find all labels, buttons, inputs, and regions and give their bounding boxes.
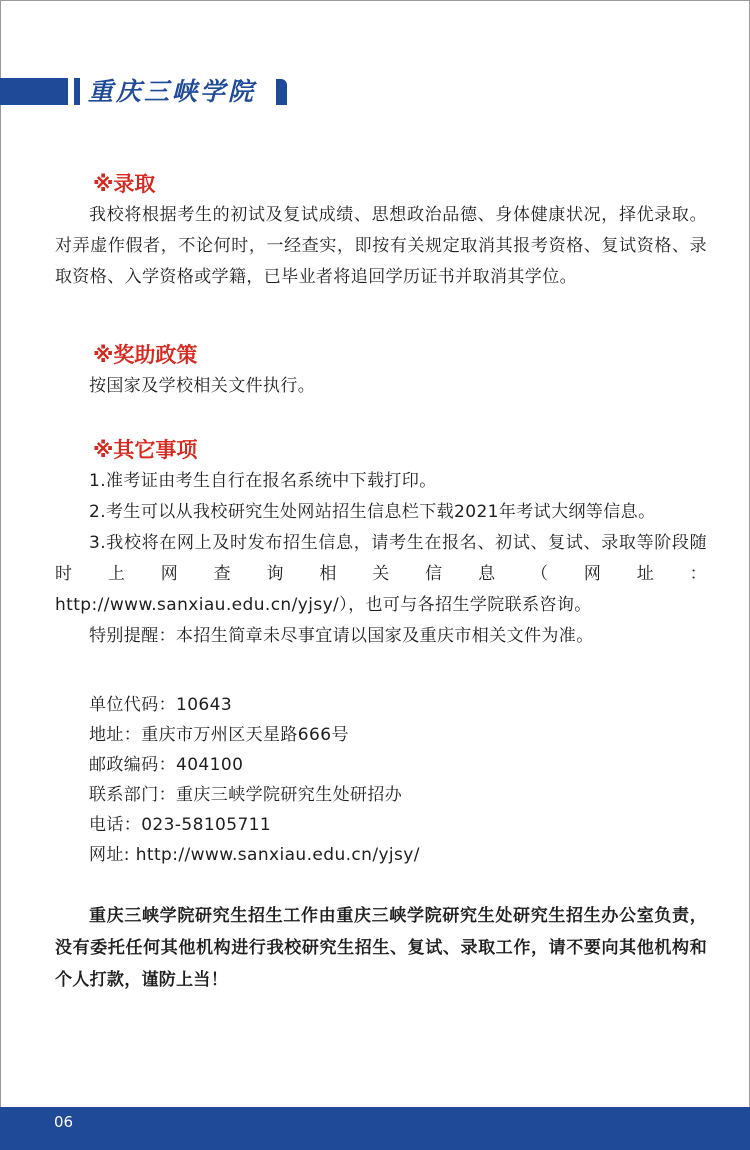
other-item-3: 3.我校将在网上及时发布招生信息，请考生在报名、初试、复试、录取等阶段随时上网查询相关信息（网址： <box>55 533 707 584</box>
contact-code: 单位代码：10643 <box>89 695 233 715</box>
other-item-2: 2.考生可以从我校研究生处网站招生信息栏下载2021年考试大纲等信息。 <box>89 502 656 522</box>
header-logo-cap <box>276 79 287 105</box>
contact-website[interactable]: 网址: http://www.sanxiau.edu.cn/yjsy/ <box>89 845 420 865</box>
other-item-1: 1.准考证由考生自行在报名系统中下载打印。 <box>89 471 437 491</box>
anti-fraud-notice: 重庆三峡学院研究生招生工作由重庆三峡学院研究生处研究生招生办公室负责，没有委托任何其他机构进行我校研究生招生、复试、录取工作，请不要向其他机构和个人打款，谨防上当！ <box>55 906 707 990</box>
header-bar-accent <box>74 78 80 105</box>
footer-bar <box>0 1107 750 1150</box>
page-number: 06 <box>54 1113 74 1131</box>
special-reminder: 特别提醒：本招生简章未尽事宜请以国家及重庆市相关文件为准。 <box>89 626 594 646</box>
content <box>55 168 707 996</box>
scholarship-body: 按国家及学校相关文件执行。 <box>89 376 316 396</box>
admission-body: 我校将根据考生的初试及复试成绩、思想政治品德、身体健康状况，择优录取。对弄虚作假者，不论何时，一经查实，即按有关规定取消其报考资格、复试资格、录取资格、入学资格或学籍，已毕业者将追回学历证书并取消其学位。 <box>55 205 707 287</box>
scholarship-title: ※奖助政策 <box>93 343 198 367</box>
contact-phone: 电话：023-58105711 <box>89 815 272 835</box>
other-title: ※其它事项 <box>93 438 198 462</box>
contact-address: 地址：重庆市万州区天星路666号 <box>89 725 349 745</box>
university-logo: 重庆三峡学院 <box>88 77 257 106</box>
header-bar <box>0 78 68 105</box>
other-item-3-url[interactable]: http://www.sanxiau.edu.cn/yjsy/），也可与各招生学院联系咨询。 <box>55 595 592 615</box>
contact-postcode: 邮政编码：404100 <box>89 755 244 775</box>
admission-title: ※录取 <box>93 172 156 196</box>
contact-department: 联系部门：重庆三峡学院研究生处研招办 <box>89 785 403 805</box>
